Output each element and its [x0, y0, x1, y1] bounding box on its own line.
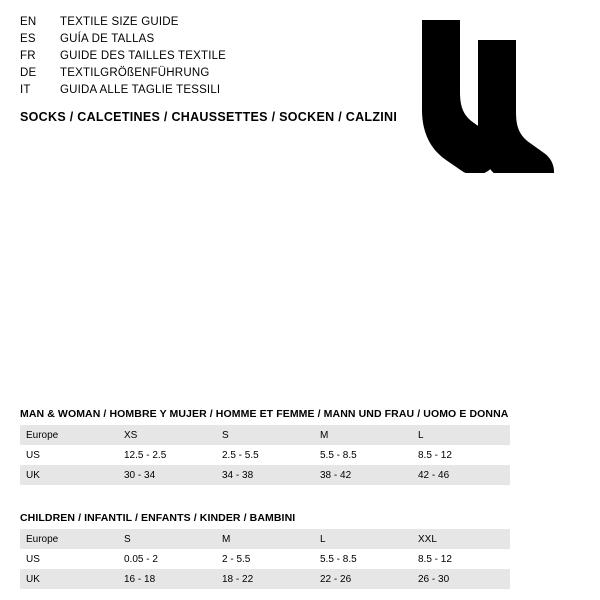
table-row: [20, 445, 510, 465]
table-cell: XS: [118, 425, 216, 445]
table-cell: 22 - 26: [314, 569, 412, 589]
table-row: [20, 529, 510, 549]
table-cell: 26 - 30: [412, 569, 510, 589]
table-cell: US: [20, 549, 118, 569]
adult-size-table-block: [20, 408, 509, 485]
table-cell: 34 - 38: [216, 465, 314, 485]
language-text-it: GUIDA ALLE TAGLIE TESSILI: [60, 84, 221, 96]
table-cell: 18 - 22: [216, 569, 314, 589]
table-cell: M: [216, 529, 314, 549]
language-code-de: DE: [20, 67, 37, 79]
table-cell: UK: [20, 569, 118, 589]
table-cell: 5.5 - 8.5: [314, 549, 412, 569]
language-code-it: IT: [20, 84, 31, 96]
table-cell: 2.5 - 5.5: [216, 445, 314, 465]
language-code-en: EN: [20, 16, 37, 28]
language-row-de: [20, 67, 380, 84]
table-row: [20, 569, 510, 589]
adult-size-table-title: MAN & WOMAN / HOMBRE Y MUJER / HOMME ET FEMME / MANN UND FRAU / UOMO E DONNA: [20, 408, 509, 420]
children-size-table-block: [20, 512, 480, 589]
language-text-es: GUÍA DE TALLAS: [60, 33, 155, 45]
table-cell: UK: [20, 465, 118, 485]
table-cell: US: [20, 445, 118, 465]
table-cell: Europe: [20, 529, 118, 549]
table-cell: M: [314, 425, 412, 445]
table-cell: L: [412, 425, 510, 445]
table-cell: S: [216, 425, 314, 445]
language-code-fr: FR: [20, 50, 36, 62]
table-cell: 8.5 - 12: [412, 549, 510, 569]
language-text-de: TEXTILGRÖßENFÜHRUNG: [60, 67, 210, 79]
product-category-title: SOCKS / CALCETINES / CHAUSSETTES / SOCKEN / CALZINI: [20, 110, 398, 124]
language-row-es: [20, 33, 380, 50]
table-cell: S: [118, 529, 216, 549]
table-cell: 5.5 - 8.5: [314, 445, 412, 465]
adult-size-table: [20, 425, 510, 485]
table-cell: Europe: [20, 425, 118, 445]
table-cell: 30 - 34: [118, 465, 216, 485]
table-row: [20, 425, 510, 445]
table-row: [20, 549, 510, 569]
table-cell: 2 - 5.5: [216, 549, 314, 569]
language-text-en: TEXTILE SIZE GUIDE: [60, 16, 179, 28]
language-row-en: [20, 16, 380, 33]
table-cell: 16 - 18: [118, 569, 216, 589]
table-row: [20, 465, 510, 485]
language-row-fr: [20, 50, 380, 67]
language-text-fr: GUIDE DES TAILLES TEXTILE: [60, 50, 227, 62]
table-cell: 8.5 - 12: [412, 445, 510, 465]
table-cell: 38 - 42: [314, 465, 412, 485]
table-cell: 0.05 - 2: [118, 549, 216, 569]
language-row-it: [20, 84, 380, 101]
table-cell: L: [314, 529, 412, 549]
children-size-table: [20, 529, 510, 589]
table-cell: 42 - 46: [412, 465, 510, 485]
children-size-table-title: CHILDREN / INFANTIL / ENFANTS / KINDER / BAMBINI: [20, 512, 296, 524]
language-list: [20, 16, 380, 101]
table-cell: 12.5 - 2.5: [118, 445, 216, 465]
table-cell: XXL: [412, 529, 510, 549]
language-code-es: ES: [20, 33, 36, 45]
socks-icon: [400, 18, 570, 173]
